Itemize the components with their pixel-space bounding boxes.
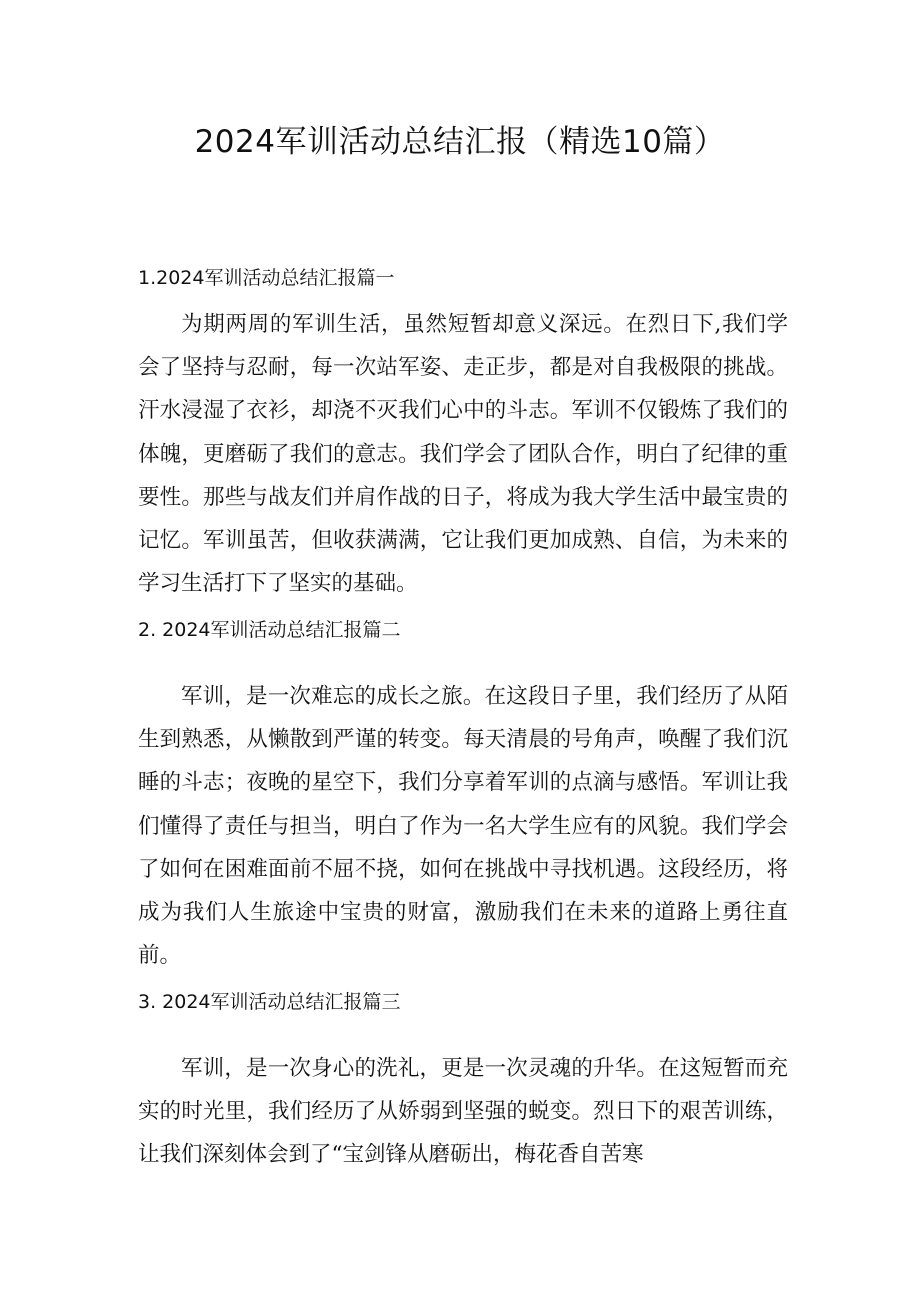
section-body-2: 军训，是一次难忘的成长之旅。在这段日子里，我们经历了从陌生到熟悉，从懒散到严谨的转变。每天清晨的号角声，唤醒了我们沉睡的斗志；夜晚的星空下，我们分享着军训的点滴与感悟。军训让我们懂得了责任与担当，明白了作为一名大学生应有的风貌。我们学会了如何在困难面前不屈不挠，如何在挑战中寻找机遇。这段经历，将成为我们人生旅途中宝贵的财富，激励我们在未来的道路上勇往直前。 — [138, 684, 788, 969]
section-body-3: 军训，是一次身心的洗礼，更是一次灵魂的升华。在这短暂而充实的时光里，我们经历了从娇弱到坚强的蜕变。烈日下的艰苦训练，让我们深刻体会到了“宝剑锋从磨砺出，梅花香自苦寒 — [138, 1056, 788, 1168]
section-heading-2: 2. 2024军训活动总结汇报篇二 — [138, 619, 401, 641]
document-title: 2024军训活动总结汇报（精选10篇） — [194, 124, 726, 160]
section-heading-1: 1.2024军训活动总结汇报篇一 — [138, 267, 395, 289]
section-heading-3: 3. 2024军训活动总结汇报篇三 — [138, 991, 401, 1013]
section-body-1: 为期两周的军训生活，虽然短暂却意义深远。在烈日下,我们学会了坚持与忍耐，每一次站军姿、走正步，都是对自我极限的挑战。汗水浸湿了衣衫，却浇不灭我们心中的斗志。军训不仅锻炼了我们的体魄，更磨砺了我们的意志。我们学会了团队合作，明白了纪律的重要性。那些与战友们并肩作战的日子，将成为我大学生活中最宝贵的记忆。军训虽苦，但收获满满，它让我们更加成熟、自信，为未来的学习生活打下了坚实的基础。 — [138, 312, 788, 597]
